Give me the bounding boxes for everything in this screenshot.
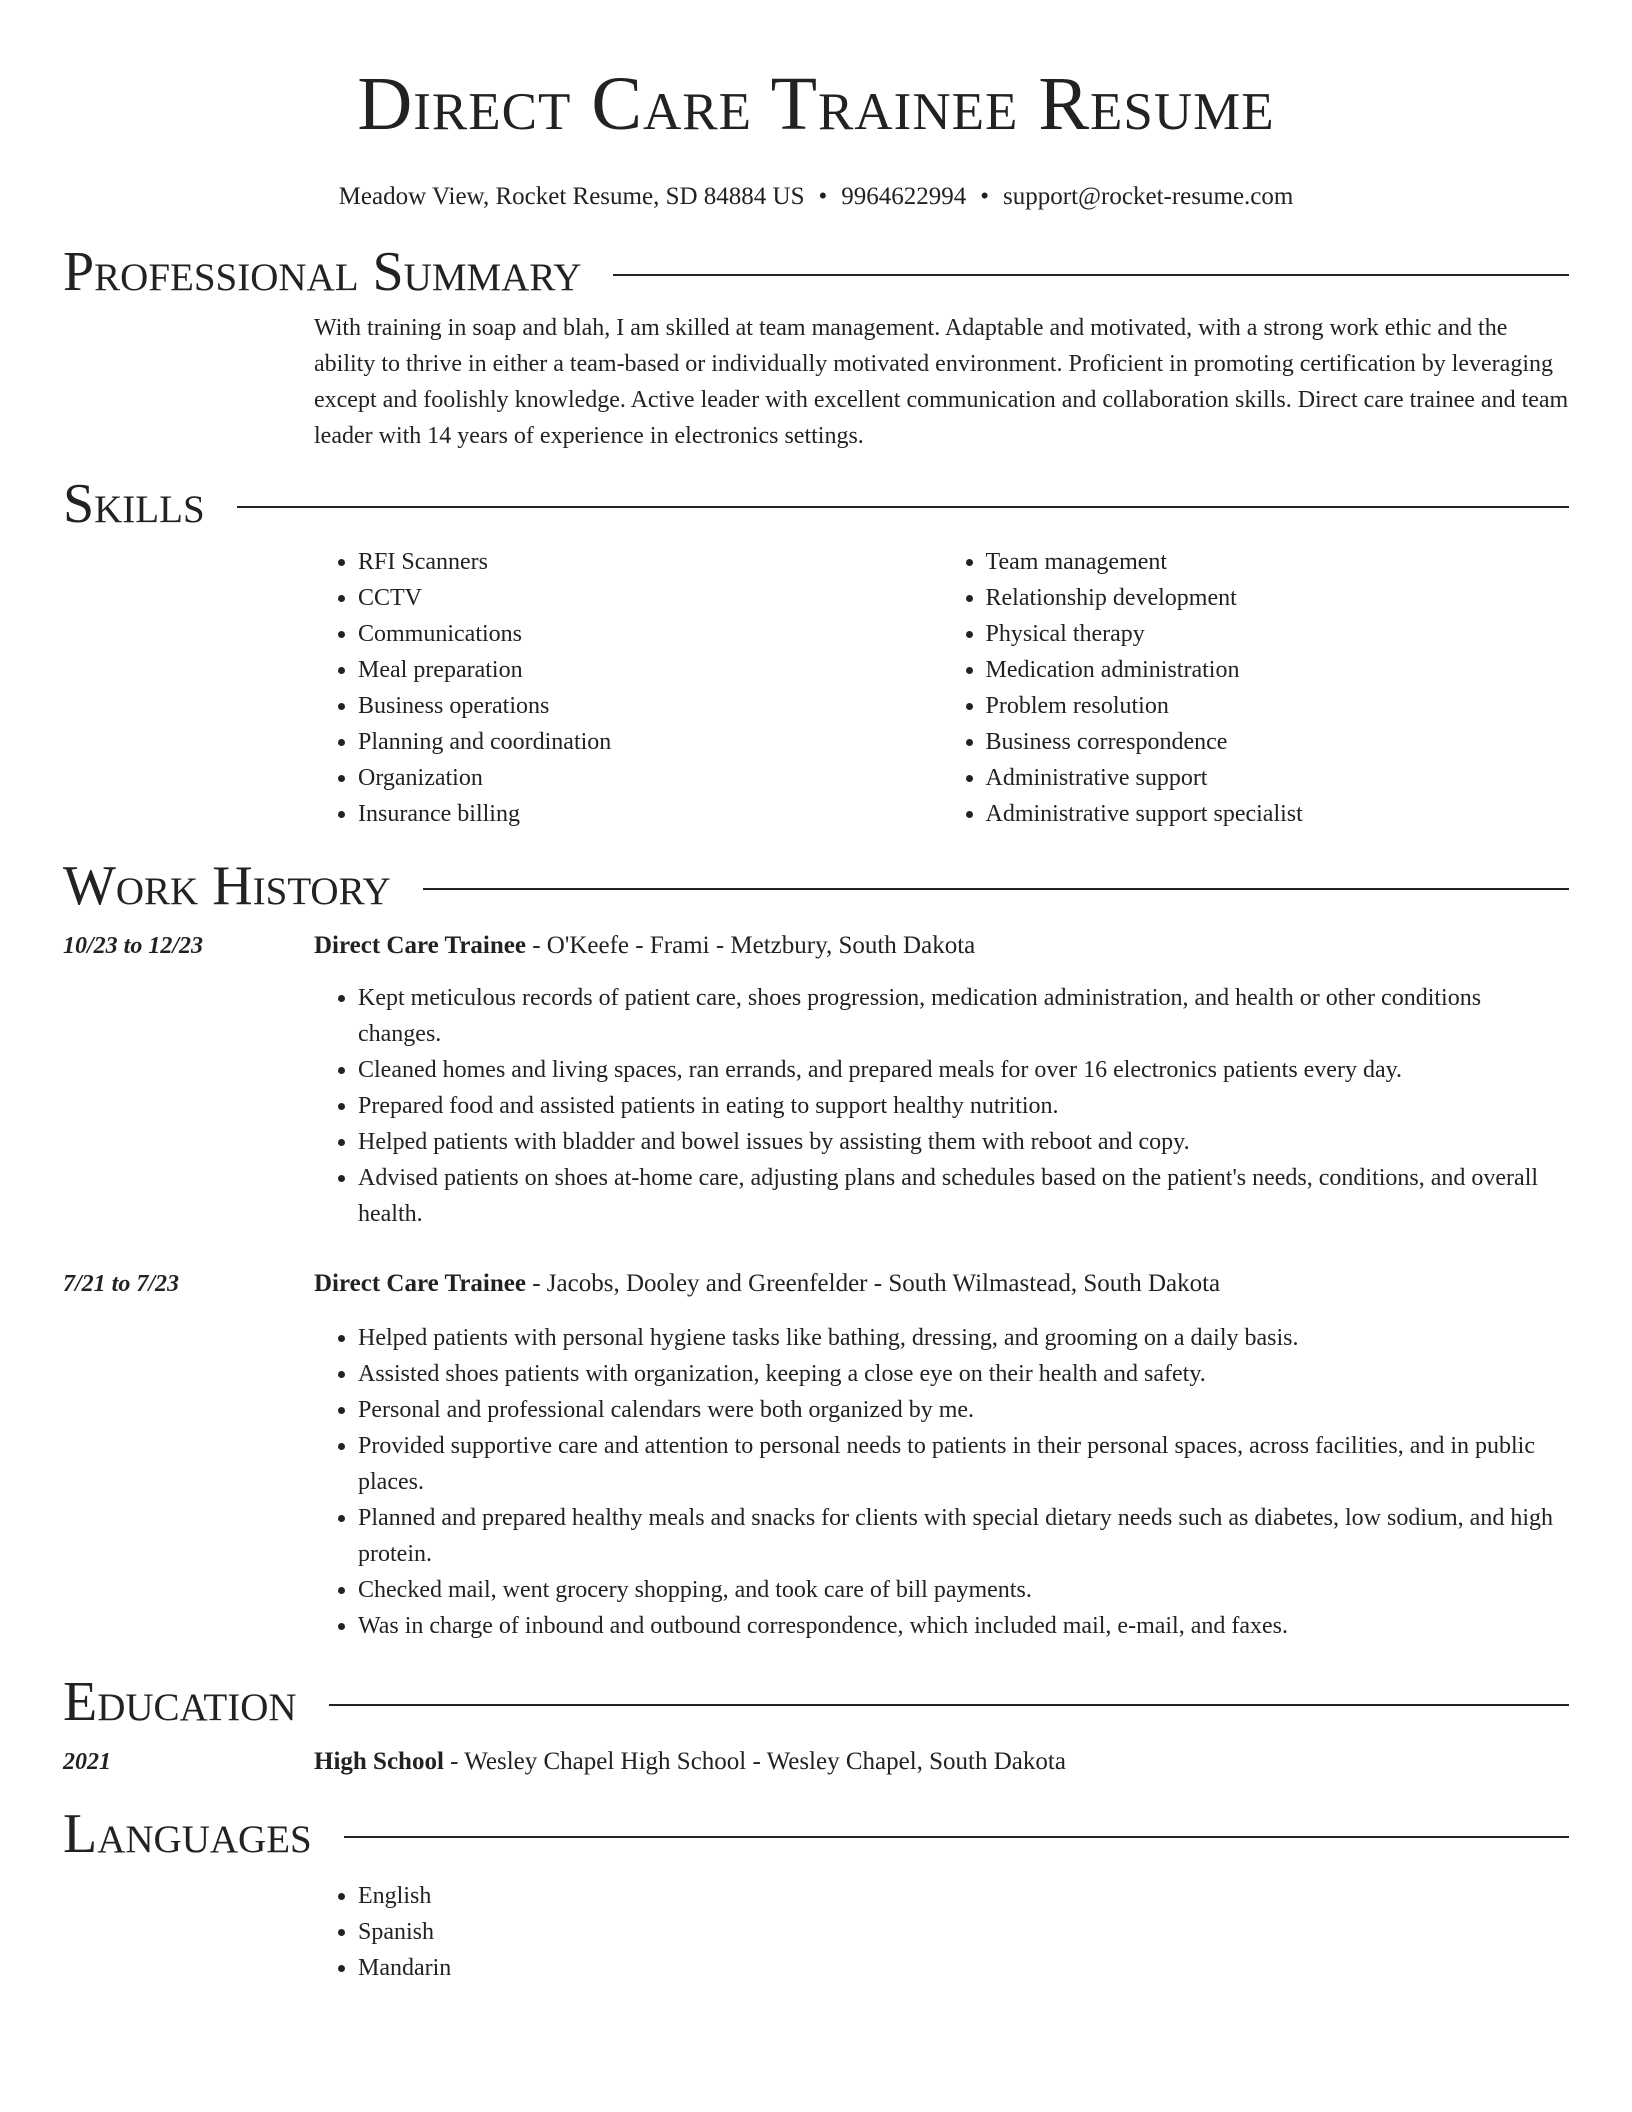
skill-item: • RFI Scanners bbox=[358, 544, 942, 580]
job-bullet: • Checked mail, went grocery shopping, and took care of bill payments. bbox=[358, 1572, 1569, 1608]
skill-item: • Team management bbox=[986, 544, 1570, 580]
skills-section-header bbox=[63, 474, 1569, 534]
skill-item: • CCTV bbox=[358, 580, 942, 616]
section-heading: Work History bbox=[63, 855, 391, 917]
job-dates: 10/23 to 12/23 bbox=[63, 933, 204, 959]
language-item: • English bbox=[358, 1878, 1569, 1914]
job-bullet: • Provided supportive care and attention to personal needs to patients in their personal spaces, across facilities, and in public places. bbox=[358, 1428, 1569, 1500]
job-bullets bbox=[314, 1320, 1569, 1644]
contact-address: Meadow View, Rocket Resume, SD 84884 US bbox=[338, 183, 805, 210]
contact-line bbox=[63, 182, 1569, 212]
skill-item: • Communications bbox=[358, 616, 942, 652]
job-bullet: • Kept meticulous records of patient care, shoes progression, medication administration, and health or other conditions changes. bbox=[358, 980, 1569, 1052]
contact-separator: • bbox=[980, 183, 990, 210]
skill-item: • Business operations bbox=[358, 688, 942, 724]
skill-item: • Meal preparation bbox=[358, 652, 942, 688]
skill-item: • Relationship development bbox=[986, 580, 1570, 616]
job-bullet: • Helped patients with bladder and bowel issues by assisting them with reboot and copy. bbox=[358, 1124, 1569, 1160]
skill-item: • Physical therapy bbox=[986, 616, 1570, 652]
section-rule bbox=[613, 274, 1569, 276]
job-entry bbox=[63, 1266, 1569, 1644]
section-heading: Education bbox=[63, 1671, 297, 1733]
job-title-line bbox=[314, 928, 975, 964]
job-employer: - Jacobs, Dooley and Greenfelder - South Wilmastead, South Dakota bbox=[525, 1270, 1221, 1297]
education-school: - Wesley Chapel High School - Wesley Chapel, South Dakota bbox=[443, 1748, 1066, 1775]
contact-phone: 9964622994 bbox=[841, 183, 967, 210]
section-heading: Skills bbox=[63, 473, 205, 535]
skill-item: • Organization bbox=[358, 760, 942, 796]
education-entry bbox=[63, 1744, 1569, 1780]
education-degree: High School bbox=[314, 1748, 444, 1775]
job-header bbox=[63, 928, 1569, 964]
contact-email: support@rocket-resume.com bbox=[1003, 183, 1294, 210]
skill-item: • Business correspondence bbox=[986, 724, 1570, 760]
skill-item: • Insurance billing bbox=[358, 796, 942, 832]
skills-column-right bbox=[942, 544, 1570, 832]
job-title: Direct Care Trainee bbox=[314, 1270, 526, 1297]
job-bullet: • Personal and professional calendars were both organized by me. bbox=[358, 1392, 1569, 1428]
section-rule bbox=[344, 1836, 1569, 1838]
job-dates: 7/21 to 7/23 bbox=[63, 1271, 180, 1297]
summary-text: With training in soap and blah, I am skilled at team management. Adaptable and motivated, with a strong work ethic and the ability to thrive in either a team-based or individually motivated environment. Proficient in promoting certification by leveraging except and foolishly knowledge. Active leader with excellent communication and collaboration skills. Direct care trainee and team leader with 14 years of experience in electronics settings. bbox=[314, 315, 1569, 449]
job-bullet: • Advised patients on shoes at-home care, adjusting plans and schedules based on the patient's needs, conditions, and overall health. bbox=[358, 1160, 1569, 1232]
work-section-header bbox=[63, 856, 1569, 916]
skill-item: • Administrative support bbox=[986, 760, 1570, 796]
job-employer: - O'Keefe - Frami - Metzbury, South Dakota bbox=[525, 932, 976, 959]
job-bullet: • Helped patients with personal hygiene tasks like bathing, dressing, and grooming on a daily basis. bbox=[358, 1320, 1569, 1356]
job-entry bbox=[63, 928, 1569, 1232]
section-heading: Languages bbox=[63, 1803, 312, 1865]
education-line bbox=[314, 1744, 1066, 1780]
job-bullets bbox=[314, 980, 1569, 1232]
page-title: Direct Care Trainee Resume bbox=[357, 62, 1275, 146]
languages-section-header bbox=[63, 1804, 1569, 1864]
job-bullet: • Was in charge of inbound and outbound correspondence, which included mail, e-mail, and faxes. bbox=[358, 1608, 1569, 1644]
job-bullet: • Cleaned homes and living spaces, ran errands, and prepared meals for over 16 electronics patients every day. bbox=[358, 1052, 1569, 1088]
skill-item: • Medication administration bbox=[986, 652, 1570, 688]
job-title: Direct Care Trainee bbox=[314, 932, 526, 959]
job-bullet: • Planned and prepared healthy meals and snacks for clients with special dietary needs such as diabetes, low sodium, and high protein. bbox=[358, 1500, 1569, 1572]
section-rule bbox=[237, 506, 1569, 508]
skill-item: • Administrative support specialist bbox=[986, 796, 1570, 832]
job-title-line bbox=[314, 1266, 1220, 1302]
skill-item: • Planning and coordination bbox=[358, 724, 942, 760]
job-bullet: • Prepared food and assisted patients in eating to support healthy nutrition. bbox=[358, 1088, 1569, 1124]
languages-list bbox=[314, 1878, 1569, 1986]
job-header bbox=[63, 1266, 1569, 1302]
section-heading: Professional Summary bbox=[63, 241, 582, 303]
section-rule bbox=[329, 1704, 1569, 1706]
language-item: • Spanish bbox=[358, 1914, 1569, 1950]
education-section-header bbox=[63, 1672, 1569, 1732]
job-bullet: • Assisted shoes patients with organization, keeping a close eye on their health and safety. bbox=[358, 1356, 1569, 1392]
section-rule bbox=[423, 888, 1569, 890]
education-year: 2021 bbox=[63, 1749, 111, 1775]
language-item: • Mandarin bbox=[358, 1950, 1569, 1986]
skill-item: • Problem resolution bbox=[986, 688, 1570, 724]
skills-list bbox=[314, 544, 1569, 832]
contact-separator: • bbox=[818, 183, 828, 210]
skills-column-left bbox=[314, 544, 942, 832]
summary-section-header bbox=[63, 242, 1569, 302]
